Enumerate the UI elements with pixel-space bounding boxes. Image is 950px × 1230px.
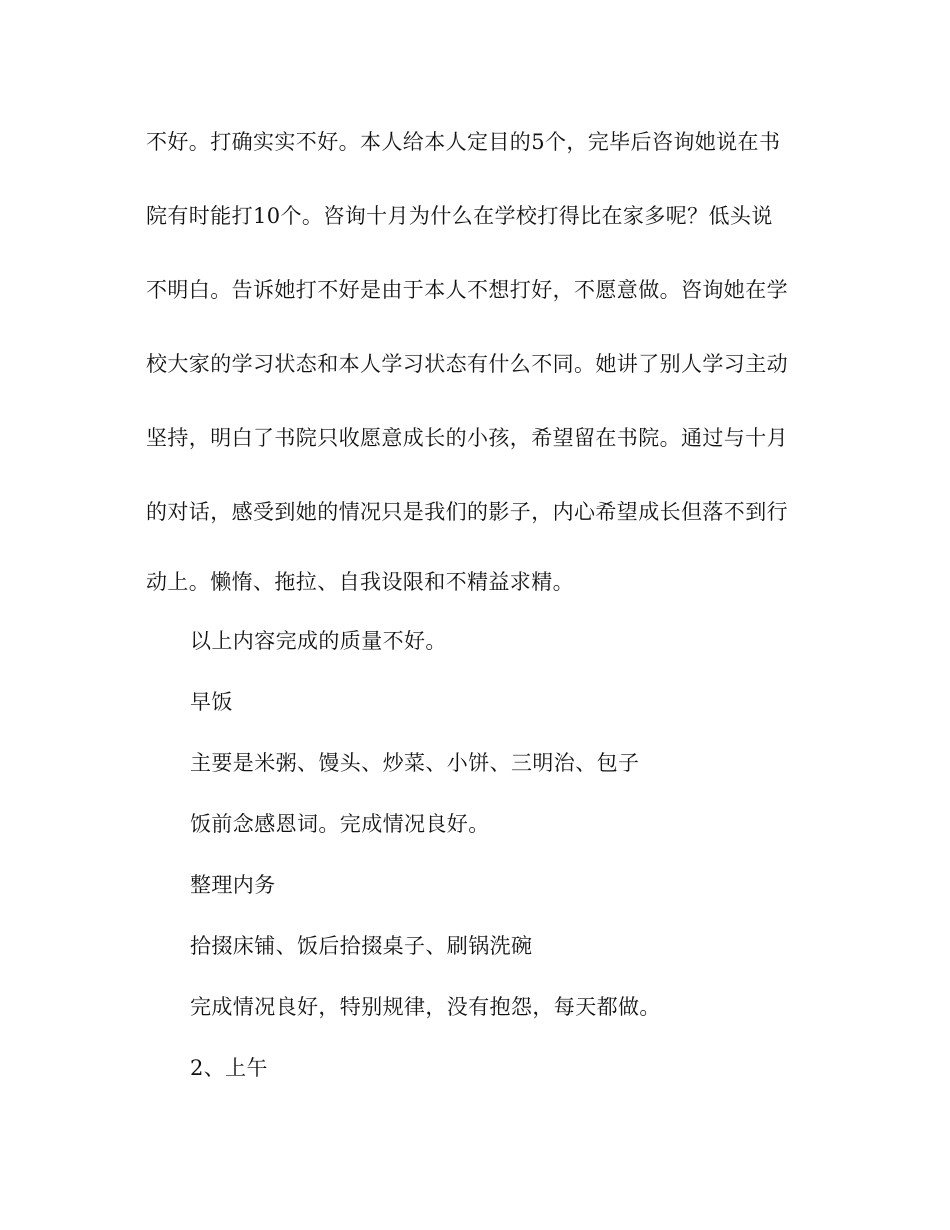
body-text-line: 校大家的学习状态和本人学习状态有什么不同。她讲了别人学习主动 <box>146 352 788 376</box>
section-heading-morning: 2、上午 <box>190 1056 268 1080</box>
housekeeping-status-paragraph: 完成情况良好，特别规律，没有抱怨，每天都做。 <box>190 995 661 1019</box>
section-heading-breakfast: 早饭 <box>190 690 233 714</box>
body-text-line: 的对话，感受到她的情况只是我们的影子，内心希望成长但落不到行 <box>146 500 788 524</box>
body-text-line: 坚持，明白了书院只收愿意成长的小孩，希望留在书院。通过与十月 <box>146 426 788 450</box>
body-text-line: 不好。打确实实不好。本人给本人定目的5个，完毕后咨询她说在书 <box>146 130 781 154</box>
quality-note-paragraph: 以上内容完成的质量不好。 <box>190 629 447 653</box>
housekeeping-tasks-paragraph: 拾掇床铺、饭后拾掇桌子、刷锅洗碗 <box>190 934 533 958</box>
breakfast-menu-paragraph: 主要是米粥、馒头、炒菜、小饼、三明治、包子 <box>190 751 640 775</box>
section-heading-housekeeping: 整理内务 <box>190 873 276 897</box>
body-text-line: 院有时能打10个。咨询十月为什么在学校打得比在家多呢？低头说 <box>146 204 773 228</box>
breakfast-status-paragraph: 饭前念感恩词。完成情况良好。 <box>190 812 490 836</box>
body-text-line: 动上。懒惰、拖拉、自我设限和不精益求精。 <box>146 570 574 594</box>
body-text-line: 不明白。告诉她打不好是由于本人不想打好，不愿意做。咨询她在学 <box>146 278 788 302</box>
